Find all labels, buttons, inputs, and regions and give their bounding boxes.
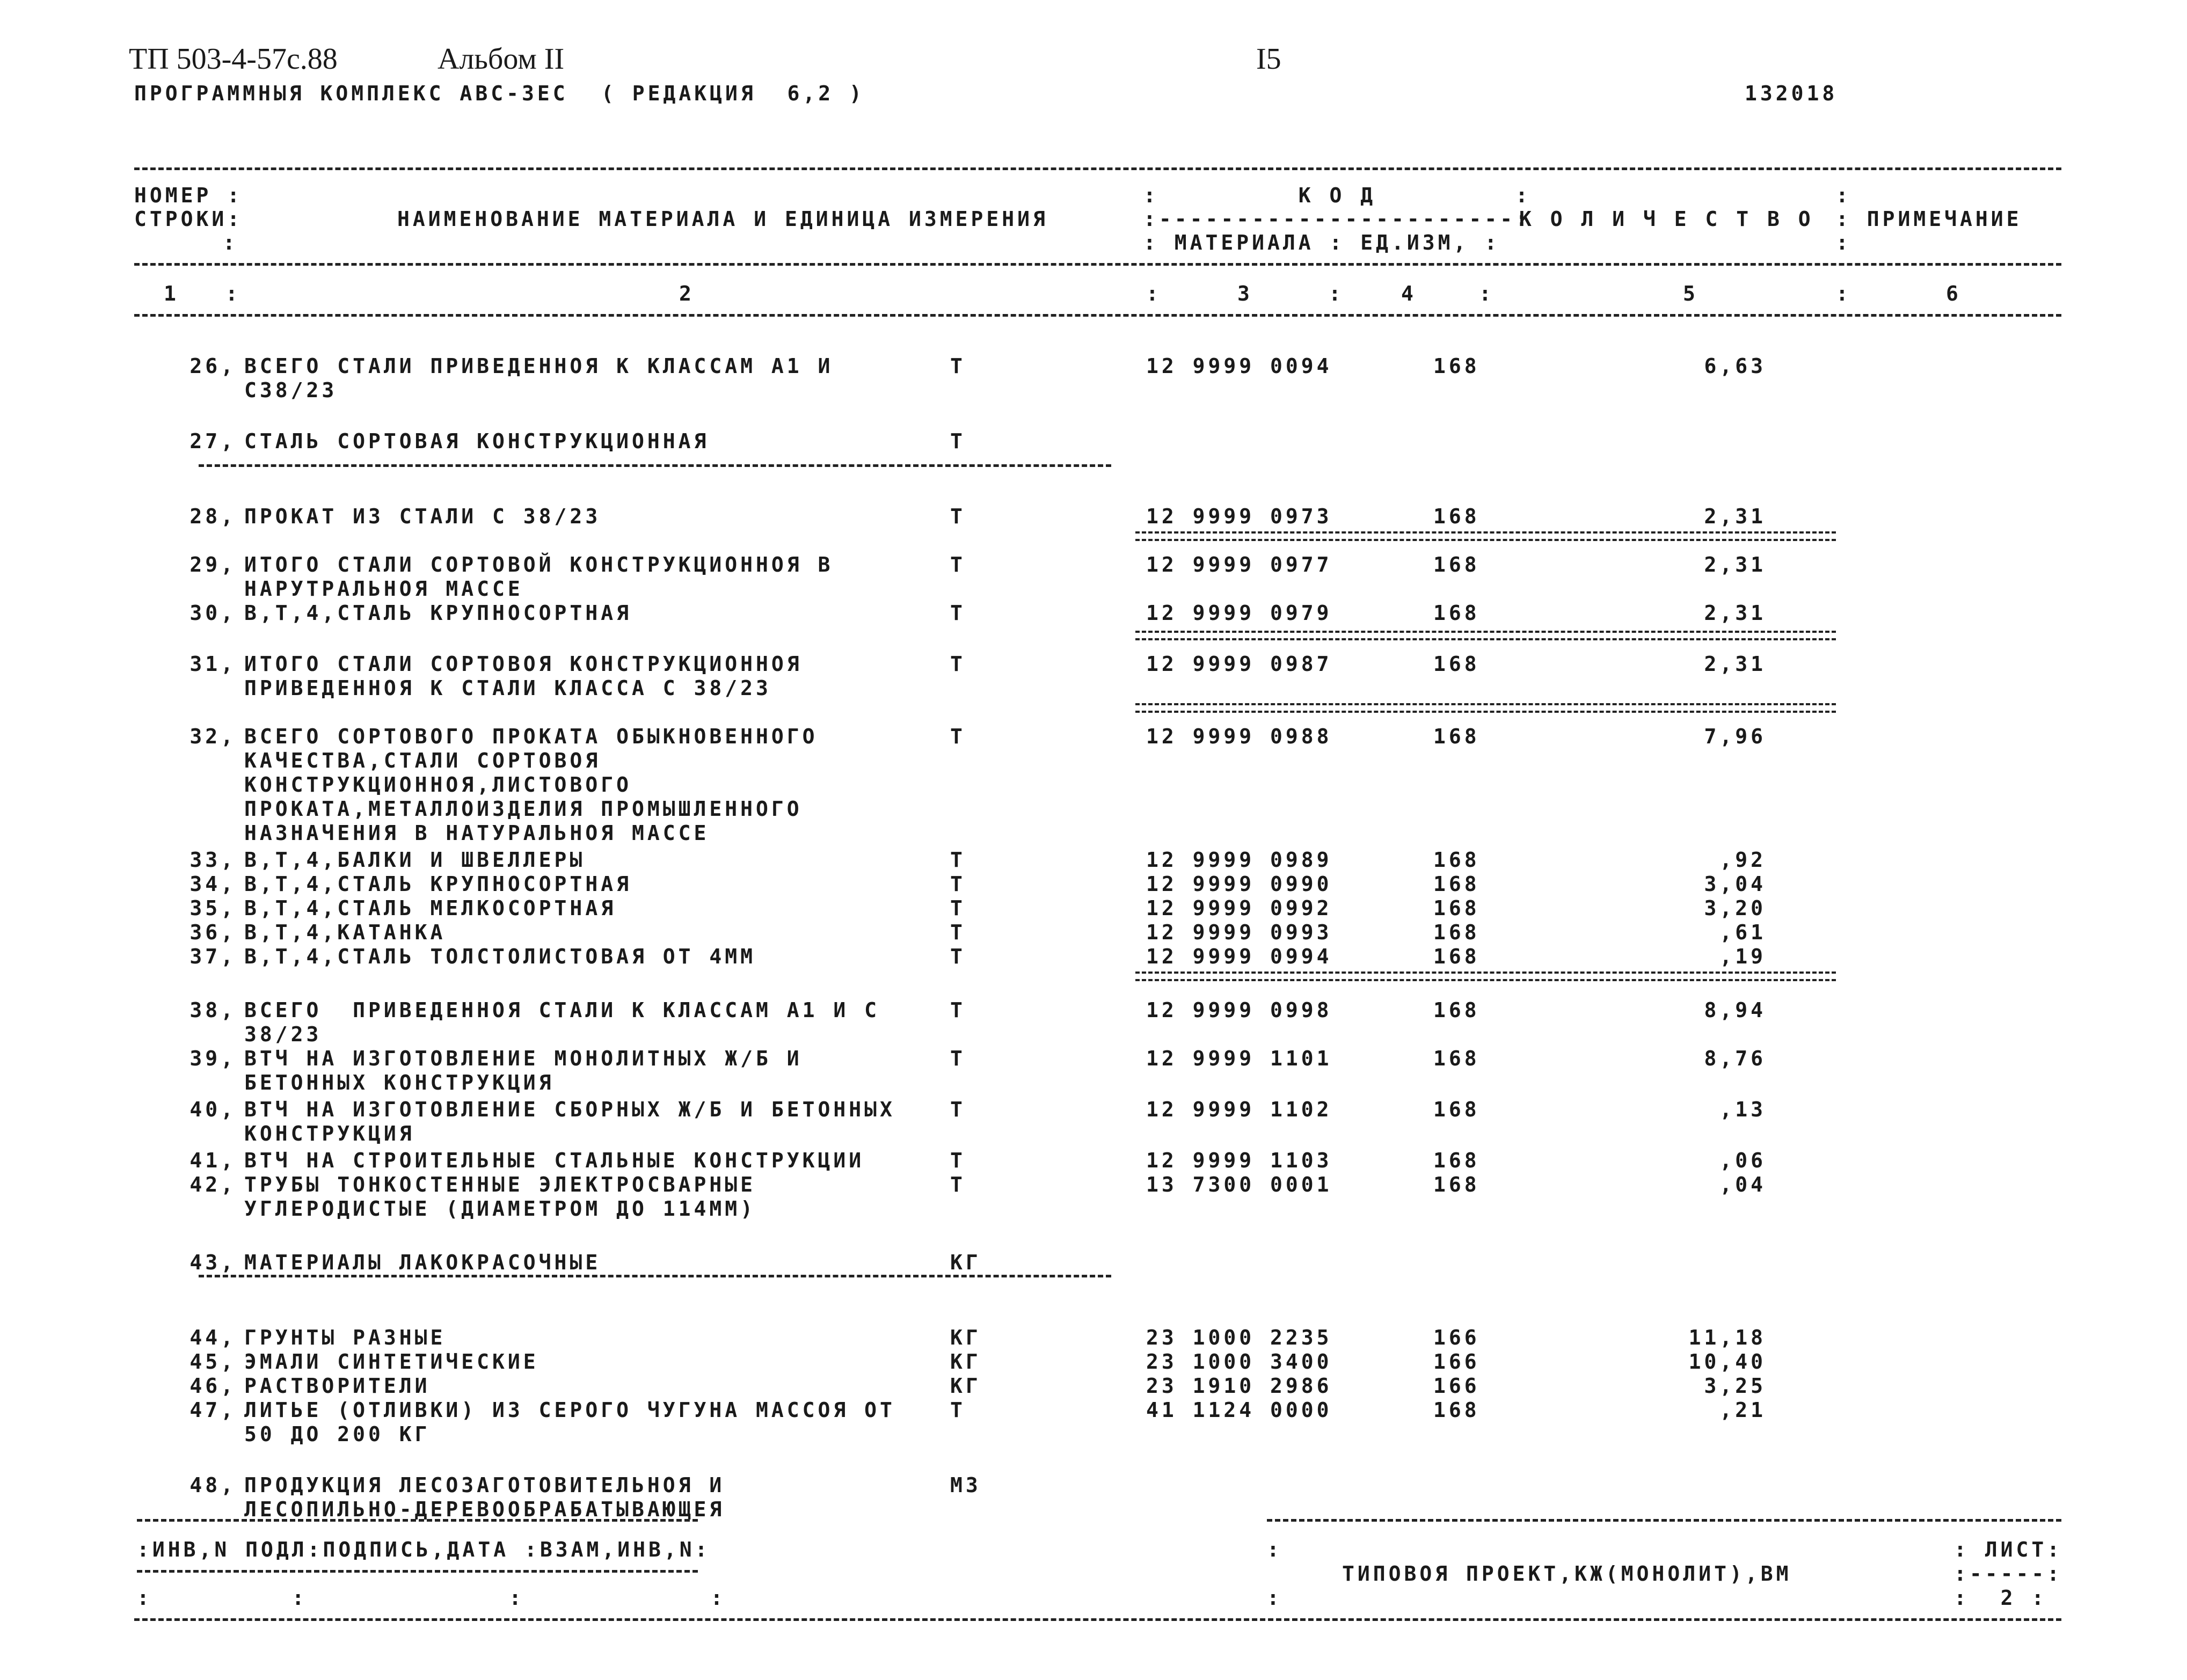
material-name-line: С38/23 <box>244 378 338 402</box>
material-code: 12 9999 0998 <box>1146 998 1332 1022</box>
unit-code: 168 <box>1433 505 1480 528</box>
row-number: 28, <box>189 505 236 528</box>
row-number: 26, <box>189 354 236 378</box>
row-number: 39, <box>189 1047 236 1070</box>
unit-of-measure: Т <box>950 1173 966 1196</box>
header-code-columns: : МАТЕРИАЛА : ЕД.ИЗМ, : <box>1143 231 1500 254</box>
sheet-separator: :-----: <box>1954 1562 2063 1586</box>
group-rule-27 <box>199 464 1111 467</box>
quantity-value: 8,94 <box>1704 998 1766 1022</box>
material-name-line: ИТОГО СТАЛИ СОРТОВОЙ КОНСТРУКЦИОННОЯ В <box>244 553 834 576</box>
row-number: 27, <box>189 429 236 453</box>
row-number: 37, <box>189 945 236 968</box>
header-line-no-3: : <box>223 231 238 254</box>
unit-of-measure: Т <box>950 848 966 872</box>
row-number: 35, <box>189 896 236 920</box>
material-name-line: В,Т,4,СТАЛЬ КРУПНОСОРТНАЯ <box>244 872 632 896</box>
row-number: 45, <box>189 1350 236 1374</box>
material-code: 12 9999 0094 <box>1146 354 1332 378</box>
col-num-1: 1 <box>164 282 179 305</box>
material-name-line: ВТЧ НА ИЗГОТОВЛЕНИЕ СБОРНЫХ Ж/Б И БЕТОННЫХ <box>244 1098 895 1121</box>
unit-code: 168 <box>1433 601 1480 625</box>
unit-of-measure: Т <box>950 1047 966 1070</box>
header-qty-colon-3: : <box>1836 231 1851 254</box>
album-label: Альбом II <box>438 42 565 76</box>
material-name-line: ВСЕГО ПРИВЕДЕННОЯ СТАЛИ К КЛАССАМ А1 И С <box>244 998 880 1022</box>
unit-code: 166 <box>1433 1350 1480 1374</box>
col-sep-5: : <box>1836 282 1851 305</box>
quantity-value: ,92 <box>1719 848 1766 872</box>
material-code: 41 1124 0000 <box>1146 1398 1332 1422</box>
quantity-value: 8,76 <box>1704 1047 1766 1070</box>
material-name-line: ВСЕГО СОРТОВОГО ПРОКАТА ОБЫКНОВЕННОГО <box>244 725 818 748</box>
material-code: 12 9999 0990 <box>1146 872 1332 896</box>
material-name-line: ПРОКАТ ИЗ СТАЛИ С 38/23 <box>244 505 601 528</box>
material-code: 23 1000 2235 <box>1146 1326 1332 1349</box>
row-number: 30, <box>189 601 236 625</box>
header-code-divider: :-----------------------: <box>1143 207 1531 231</box>
material-name-line: НАРУТРАЛЬНОЯ МАССЕ <box>244 577 523 601</box>
header-material-name: НАИМЕНОВАНИЕ МАТЕРИАЛА И ЕДИНИЦА ИЗМЕРЕНИЯ <box>397 207 1048 231</box>
unit-of-measure: Т <box>950 1398 966 1422</box>
quantity-value: ,13 <box>1719 1098 1766 1121</box>
col-num-5: 5 <box>1683 282 1698 305</box>
row-number: 42, <box>189 1173 236 1196</box>
unit-of-measure: Т <box>950 354 966 378</box>
title-colon-2: : <box>1267 1586 1282 1610</box>
table-top-rule <box>134 167 2061 170</box>
unit-code: 168 <box>1433 896 1480 920</box>
col-sep-3: : <box>1329 282 1344 305</box>
material-name-line: КОНСТРУКЦИОННОЯ,ЛИСТОВОГО <box>244 773 632 797</box>
quantity-value: 2,31 <box>1704 652 1766 676</box>
unit-of-measure: М3 <box>950 1473 981 1497</box>
unit-code: 168 <box>1433 1398 1480 1422</box>
unit-of-measure: Т <box>950 1149 966 1172</box>
project-code: ТП 503-4-57с.88 <box>129 42 338 76</box>
quantity-value: ,19 <box>1719 945 1766 968</box>
unit-of-measure: Т <box>950 921 966 944</box>
material-code: 12 9999 0989 <box>1146 848 1332 872</box>
col-num-3: 3 <box>1237 282 1253 305</box>
title-top-rule <box>1267 1519 2061 1522</box>
document-number: 132018 <box>1745 82 1838 105</box>
quantity-value: ,06 <box>1719 1149 1766 1172</box>
row-number: 29, <box>189 553 236 576</box>
row-number: 47, <box>189 1398 236 1422</box>
unit-of-measure: КГ <box>950 1374 981 1398</box>
material-name-line: МАТЕРИАЛЫ ЛАКОКРАСОЧНЫЕ <box>244 1251 601 1274</box>
unit-of-measure: Т <box>950 553 966 576</box>
unit-of-measure: Т <box>950 429 966 453</box>
quantity-value: 2,31 <box>1704 505 1766 528</box>
row-number: 43, <box>189 1251 236 1274</box>
material-name-line: ТРУБЫ ТОНКОСТЕННЫЕ ЭЛЕКТРОСВАРНЫЕ <box>244 1173 756 1196</box>
quantity-value: 3,04 <box>1704 872 1766 896</box>
material-code: 23 1000 3400 <box>1146 1350 1332 1374</box>
total-rule-32 <box>1135 703 1836 713</box>
header-line-no-1: НОМЕР : <box>134 184 243 207</box>
col-num-6: 6 <box>1946 282 1962 305</box>
material-name-line: КОНСТРУКЦИЯ <box>244 1122 415 1145</box>
stamp-labels: :ИНВ,N ПОДЛ:ПОДПИСЬ,ДАТА :ВЗАМ,ИНВ,N: <box>137 1538 711 1561</box>
material-name-line: В,Т,4,СТАЛЬ ТОЛСТОЛИСТОВАЯ ОТ 4ММ <box>244 945 756 968</box>
material-name-line: ЛИТЬЕ (ОТЛИВКИ) ИЗ СЕРОГО ЧУГУНА МАССОЯ ОТ <box>244 1398 895 1422</box>
footer-bottom-rule <box>134 1618 2061 1621</box>
row-number: 38, <box>189 998 236 1022</box>
unit-of-measure: Т <box>950 896 966 920</box>
row-number: 36, <box>189 921 236 944</box>
material-code: 12 9999 0979 <box>1146 601 1332 625</box>
material-code: 12 9999 0994 <box>1146 945 1332 968</box>
row-number: 48, <box>189 1473 236 1497</box>
header-note: : ПРИМЕЧАНИЕ <box>1836 207 2022 231</box>
row-number: 34, <box>189 872 236 896</box>
unit-of-measure: Т <box>950 945 966 968</box>
material-code: 12 9999 0993 <box>1146 921 1332 944</box>
col-sep-2: : <box>1146 282 1162 305</box>
material-name-line: 38/23 <box>244 1022 322 1046</box>
unit-code: 168 <box>1433 1149 1480 1172</box>
project-title: ТИПОВОЯ ПРОЕКТ,КЖ(МОНОЛИТ),ВМ <box>1342 1562 1792 1586</box>
row-number: 31, <box>189 652 236 676</box>
unit-of-measure: Т <box>950 505 966 528</box>
title-colon-1: : <box>1267 1538 1282 1561</box>
quantity-value: ,04 <box>1719 1173 1766 1196</box>
quantity-value: 10,40 <box>1688 1350 1766 1374</box>
row-number: 41, <box>189 1149 236 1172</box>
unit-code: 168 <box>1433 848 1480 872</box>
unit-code: 166 <box>1433 1326 1480 1349</box>
material-name-line: 50 ДО 200 КГ <box>244 1422 431 1446</box>
unit-of-measure: Т <box>950 601 966 625</box>
material-name-line: В,Т,4,СТАЛЬ МЕЛКОСОРТНАЯ <box>244 896 617 920</box>
material-name-line: В,Т,4,БАЛКИ И ШВЕЛЛЕРЫ <box>244 848 586 872</box>
material-code: 12 9999 0973 <box>1146 505 1332 528</box>
stamp-blank-row: : : : : <box>137 1586 726 1610</box>
col-num-2: 2 <box>679 282 695 305</box>
col-sep-4: : <box>1479 282 1495 305</box>
material-name-line: В,Т,4,СТАЛЬ КРУПНОСОРТНАЯ <box>244 601 632 625</box>
header-qty-colon-1: : <box>1836 184 1851 207</box>
total-rule-29 <box>1135 531 1836 541</box>
quantity-value: 7,96 <box>1704 725 1766 748</box>
stamp-mid-rule <box>137 1570 698 1573</box>
unit-code: 168 <box>1433 354 1480 378</box>
unit-code: 168 <box>1433 1098 1480 1121</box>
unit-of-measure: КГ <box>950 1251 981 1274</box>
col-sep-1: : <box>225 282 241 305</box>
total-rule-38 <box>1135 972 1836 981</box>
unit-of-measure: КГ <box>950 1350 981 1374</box>
program-edition: ( РЕДАКЦИЯ 6,2 ) <box>601 82 865 105</box>
material-code: 12 9999 0987 <box>1146 652 1332 676</box>
page-number: I5 <box>1256 42 1281 76</box>
material-name-line: ПРИВЕДЕННОЯ К СТАЛИ КЛАССА С 38/23 <box>244 676 771 700</box>
row-number: 40, <box>189 1098 236 1121</box>
unit-code: 168 <box>1433 921 1480 944</box>
row-number: 33, <box>189 848 236 872</box>
header-quantity: К О Л И Ч Е С Т В О <box>1519 207 1814 231</box>
total-rule-31 <box>1135 631 1836 640</box>
unit-of-measure: Т <box>950 652 966 676</box>
material-name-line: ЛЕСОПИЛЬНО-ДЕРЕВООБРАБАТЫВАЮЩЕЯ <box>244 1498 725 1521</box>
row-number: 32, <box>189 725 236 748</box>
unit-of-measure: Т <box>950 725 966 748</box>
material-name-line: УГЛЕРОДИСТЫЕ (ДИАМЕТРОМ ДО 114ММ) <box>244 1197 756 1221</box>
unit-code: 168 <box>1433 945 1480 968</box>
unit-code: 168 <box>1433 553 1480 576</box>
quantity-value: 3,25 <box>1704 1374 1766 1398</box>
material-name-line: СТАЛЬ СОРТОВАЯ КОНСТРУКЦИОННАЯ <box>244 429 710 453</box>
material-name-line: БЕТОННЫХ КОНСТРУКЦИЯ <box>244 1071 555 1094</box>
material-name-line: НАЗНАЧЕНИЯ В НАТУРАЛЬНОЯ МАССЕ <box>244 821 710 845</box>
material-name-line: ВТЧ НА ИЗГОТОВЛЕНИЕ МОНОЛИТНЫХ Ж/Б И <box>244 1047 803 1070</box>
unit-code: 168 <box>1433 998 1480 1022</box>
quantity-value: 11,18 <box>1688 1326 1766 1349</box>
quantity-value: 3,20 <box>1704 896 1766 920</box>
unit-code: 168 <box>1433 1173 1480 1196</box>
program-name: ПРОГРАММНЫЯ КОМПЛЕКС АВС-3ЕС <box>134 82 568 105</box>
header-line-no-2: СТРОКИ: <box>134 207 243 231</box>
unit-code: 166 <box>1433 1374 1480 1398</box>
material-code: 13 7300 0001 <box>1146 1173 1332 1196</box>
material-name-line: ПРОКАТА,МЕТАЛЛОИЗДЕЛИЯ ПРОМЫШЛЕННОГО <box>244 797 803 821</box>
material-code: 12 9999 1102 <box>1146 1098 1332 1121</box>
stamp-top-rule <box>137 1519 698 1522</box>
material-name-line: ЭМАЛИ СИНТЕТИЧЕСКИЕ <box>244 1350 539 1374</box>
material-code: 12 9999 0988 <box>1146 725 1332 748</box>
material-code: 23 1910 2986 <box>1146 1374 1332 1398</box>
unit-of-measure: Т <box>950 872 966 896</box>
unit-code: 168 <box>1433 1047 1480 1070</box>
material-name-line: ВСЕГО СТАЛИ ПРИВЕДЕННОЯ К КЛАССАМ А1 И <box>244 354 834 378</box>
unit-code: 168 <box>1433 872 1480 896</box>
unit-of-measure: Т <box>950 998 966 1022</box>
material-name-line: РАСТВОРИТЕЛИ <box>244 1374 431 1398</box>
group-rule-43 <box>199 1275 1111 1277</box>
quantity-value: ,21 <box>1719 1398 1766 1422</box>
unit-of-measure: Т <box>950 1098 966 1121</box>
unit-code: 168 <box>1433 725 1480 748</box>
unit-of-measure: КГ <box>950 1326 981 1349</box>
unit-code: 168 <box>1433 652 1480 676</box>
material-code: 12 9999 1103 <box>1146 1149 1332 1172</box>
material-code: 12 9999 1101 <box>1146 1047 1332 1070</box>
material-name-line: КАЧЕСТВА,СТАЛИ СОРТОВОЯ <box>244 749 601 772</box>
row-number: 46, <box>189 1374 236 1398</box>
quantity-value: 2,31 <box>1704 601 1766 625</box>
row-number: 44, <box>189 1326 236 1349</box>
quantity-value: ,61 <box>1719 921 1766 944</box>
sheet-number: : 2 : <box>1954 1586 2047 1610</box>
quantity-value: 2,31 <box>1704 553 1766 576</box>
col-num-4: 4 <box>1401 282 1417 305</box>
header-bottom-rule <box>134 314 2061 317</box>
header-code: : К О Д : <box>1143 184 1531 207</box>
quantity-value: 6,63 <box>1704 354 1766 378</box>
material-code: 12 9999 0992 <box>1146 896 1332 920</box>
material-name-line: ГРУНТЫ РАЗНЫЕ <box>244 1326 446 1349</box>
header-mid-rule <box>134 263 2061 266</box>
material-name-line: ПРОДУКЦИЯ ЛЕСОЗАГОТОВИТЕЛЬНОЯ И <box>244 1473 725 1497</box>
material-name-line: В,Т,4,КАТАНКА <box>244 921 446 944</box>
sheet-label: : ЛИСТ: <box>1954 1538 2063 1561</box>
material-name-line: ИТОГО СТАЛИ СОРТОВОЯ КОНСТРУКЦИОННОЯ <box>244 652 803 676</box>
material-code: 12 9999 0977 <box>1146 553 1332 576</box>
material-name-line: ВТЧ НА СТРОИТЕЛЬНЫЕ СТАЛЬНЫЕ КОНСТРУКЦИИ <box>244 1149 865 1172</box>
